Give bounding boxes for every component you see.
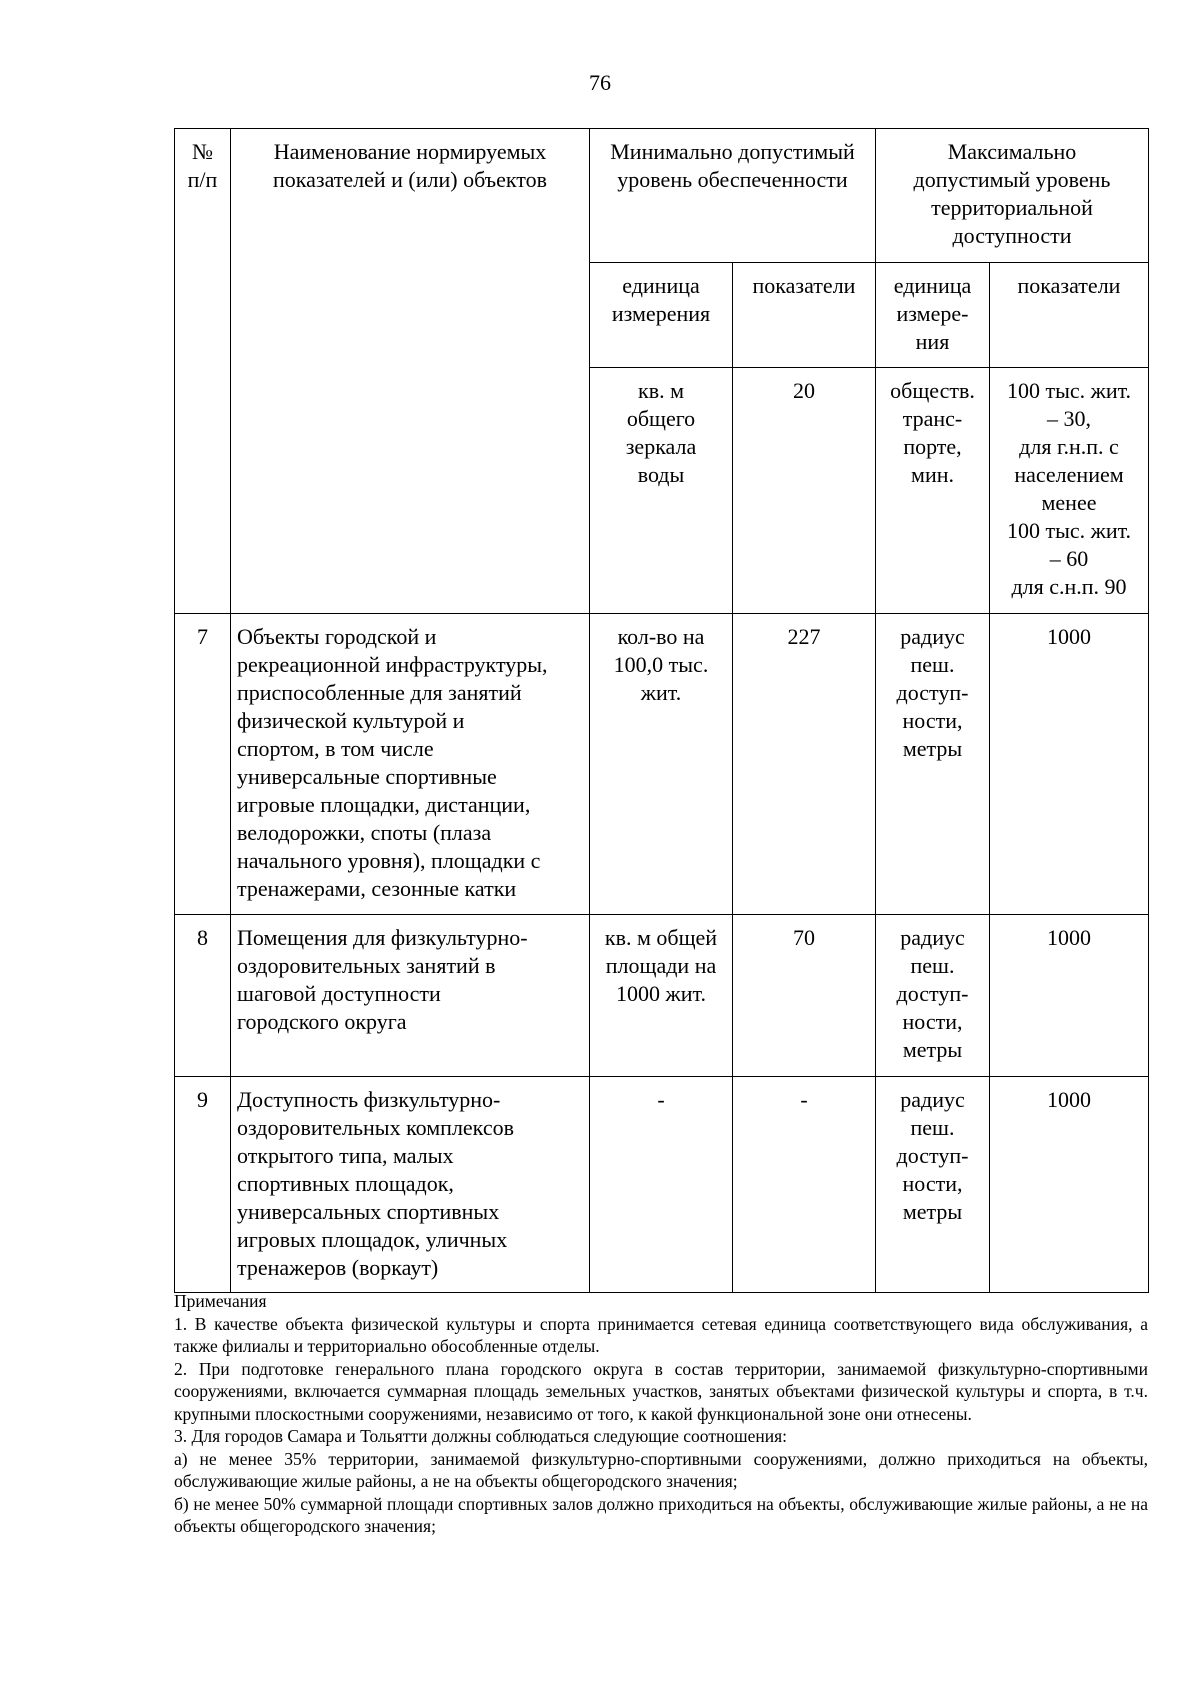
cell-unit-min: кв. м общего зеркала воды bbox=[590, 368, 733, 614]
note-item-1: 1. В качестве объекта физической культуры и спорта принимается сетевая единица соответствующего вида обслуживания, а также филиалы и территориально обособленные отделы. bbox=[174, 1313, 1148, 1356]
cell-name: Доступность физкультурно- оздоровительных комплексов открытого типа, малых спортивных площадок, универсальных спортивных игровых площадок, уличных тренажеров (воркаут) bbox=[231, 1077, 590, 1293]
cell-unit-min: кол-во на 100,0 тыс. жит. bbox=[590, 614, 733, 915]
header-value-max: показатели bbox=[990, 263, 1149, 368]
header-unit-max: единица измере- ния bbox=[876, 263, 990, 368]
header-min-level: Минимально допустимый уровень обеспеченности bbox=[590, 129, 876, 263]
cell-unit-max: радиус пеш. доступ- ности, метры bbox=[876, 1077, 990, 1293]
table-header-row bbox=[175, 129, 1149, 263]
notes-section bbox=[174, 1290, 1148, 1538]
note-item-3: 3. Для городов Самара и Тольятти должны соблюдаться следующие соотношения: bbox=[174, 1426, 787, 1446]
cell-unit-min: кв. м общей площади на 1000 жит. bbox=[590, 915, 733, 1077]
header-name: Наименование нормируемых показателей и (или) объектов bbox=[231, 129, 590, 614]
cell-value-max: 100 тыс. жит. – 30, для г.н.п. с населением менее 100 тыс. жит. – 60 для с.н.п. 90 bbox=[990, 368, 1149, 614]
cell-value-min: 227 bbox=[733, 614, 876, 915]
note-item-3a: а) не менее 35% территории, занимаемой физкультурно-спортивными сооружениями, должно приходиться на объекты, обслуживающие жилые районы, а не на объекты общегородского значения; bbox=[174, 1448, 1148, 1491]
norms-table bbox=[174, 128, 1149, 1293]
table-row-7 bbox=[175, 614, 1149, 915]
cell-number: 7 bbox=[175, 614, 231, 915]
table-row-8 bbox=[175, 915, 1149, 1077]
cell-number: 9 bbox=[175, 1077, 231, 1293]
cell-number: 8 bbox=[175, 915, 231, 1077]
cell-name: Объекты городской и рекреационной инфраструктуры, приспособленные для занятий физической культурой и спортом, в том числе универсальные спортивные игровые площадки, дистанции, велодорожки, споты (плаза начального уровня), площадки с тренажерами, сезонные катки bbox=[231, 614, 590, 915]
cell-value-min: - bbox=[733, 1077, 876, 1293]
header-number: № п/п bbox=[175, 129, 231, 614]
cell-value-max: 1000 bbox=[990, 915, 1149, 1077]
table-row-9 bbox=[175, 1077, 1149, 1293]
page-number: 76 bbox=[589, 70, 611, 95]
cell-unit-max: обществ. транс- порте, мин. bbox=[876, 368, 990, 614]
cell-value-max: 1000 bbox=[990, 1077, 1149, 1293]
notes-title: Примечания bbox=[174, 1291, 267, 1311]
header-max-level: Максимально допустимый уровень территориальной доступности bbox=[876, 129, 1149, 263]
cell-value-min: 20 bbox=[733, 368, 876, 614]
cell-name: Помещения для физкультурно- оздоровительных занятий в шаговой доступности городского округа bbox=[231, 915, 590, 1077]
cell-value-min: 70 bbox=[733, 915, 876, 1077]
cell-unit-max: радиус пеш. доступ- ности, метры bbox=[876, 915, 990, 1077]
cell-unit-max: радиус пеш. доступ- ности, метры bbox=[876, 614, 990, 915]
header-unit-min: единица измерения bbox=[590, 263, 733, 368]
cell-unit-min: - bbox=[590, 1077, 733, 1293]
cell-value-max: 1000 bbox=[990, 614, 1149, 915]
header-value-min: показатели bbox=[733, 263, 876, 368]
note-item-3b: б) не менее 50% суммарной площади спортивных залов должно приходиться на объекты, обслуживающие жилые районы, а не на объекты общегородского значения; bbox=[174, 1493, 1148, 1536]
note-item-2: 2. При подготовке генерального плана городского округа в состав территории, занимаемой физкультурно-спортивными сооружениями, включается суммарная площадь земельных участков, занятых объектами физической культуры и спорта, в т.ч. крупными плоскостными сооружениями, независимо от того, к какой функциональной зоне они отнесены. bbox=[174, 1358, 1148, 1424]
